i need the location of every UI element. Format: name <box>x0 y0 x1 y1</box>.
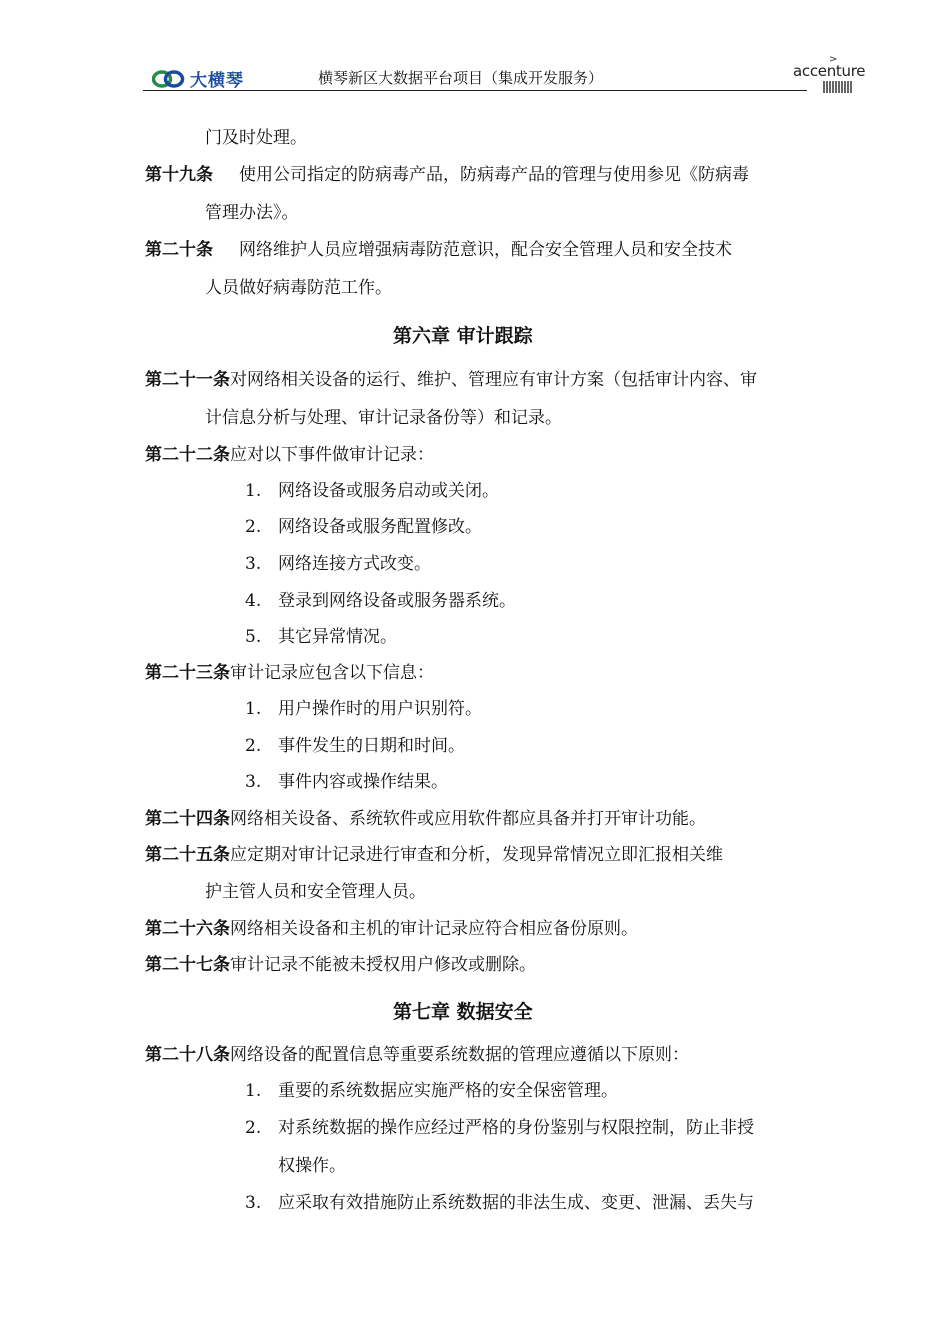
list-item-number: 1. <box>245 481 262 501</box>
list-item-number: 1. <box>245 1081 262 1101</box>
article-label: 第二十三条 <box>145 663 230 683</box>
article-24 <box>145 809 706 829</box>
dahengqin-logo <box>152 66 244 91</box>
header-title: 横琴新区大数据平台项目（集成开发服务） <box>318 69 604 87</box>
list-item: 事件发生的日期和时间。 <box>278 736 465 756</box>
article-label: 第二十七条 <box>145 955 230 975</box>
article-label: 第二十二条 <box>145 445 230 465</box>
article-label: 第二十四条 <box>145 809 230 829</box>
dahengqin-logo-text: 大横琴 <box>190 71 244 91</box>
list-item-number: 4. <box>245 591 262 611</box>
article-26 <box>145 919 638 939</box>
page-header <box>0 0 950 100</box>
dahengqin-logo-icon <box>152 70 186 88</box>
accenture-logo-text: accenture <box>793 62 866 80</box>
chapter-6-heading: 第六章 审计跟踪 <box>393 325 533 347</box>
list-item-number: 1. <box>245 699 262 719</box>
article-21 <box>145 370 757 390</box>
article-19-cont: 管理办法》。 <box>205 203 299 223</box>
list-item-number: 2. <box>245 736 262 756</box>
article-text: 网络设备的配置信息等重要系统数据的管理应遵循以下原则： <box>230 1045 689 1065</box>
list-item: 网络设备或服务启动或关闭。 <box>278 481 499 501</box>
list-item: 网络设备或服务配置修改。 <box>278 517 482 537</box>
list-item: 对系统数据的操作应经过严格的身份鉴别与权限控制，防止非授 <box>278 1118 754 1138</box>
article-label: 第二十八条 <box>145 1045 230 1065</box>
paragraph-continuation: 门及时处理。 <box>205 128 307 148</box>
list-item-cont: 权操作。 <box>278 1156 346 1176</box>
article-label: 第二十一条 <box>145 370 230 390</box>
list-item-number: 2. <box>245 1118 262 1138</box>
list-item-number: 2. <box>245 517 262 537</box>
list-item: 其它异常情况。 <box>278 627 397 647</box>
article-text: 网络相关设备、系统软件或应用软件都应具备并打开审计功能。 <box>230 809 706 829</box>
chapter-7-heading: 第七章 数据安全 <box>393 1001 533 1023</box>
list-item: 网络连接方式改变。 <box>278 554 431 574</box>
article-text: 使用公司指定的防病毒产品，防病毒产品的管理与使用参见《防病毒 <box>239 165 749 185</box>
article-22 <box>145 445 434 465</box>
article-23 <box>145 663 434 683</box>
article-text: 审计记录不能被未授权用户修改或删除。 <box>230 955 536 975</box>
article-text: 审计记录应包含以下信息： <box>230 663 434 683</box>
article-25 <box>145 845 723 865</box>
article-19 <box>145 165 749 185</box>
article-text: 应对以下事件做审计记录： <box>230 445 434 465</box>
article-label: 第二十六条 <box>145 919 230 939</box>
article-label: 第二十五条 <box>145 845 230 865</box>
list-item: 应采取有效措施防止系统数据的非法生成、变更、泄漏、丢失与 <box>278 1193 754 1213</box>
article-text: 网络维护人员应增强病毒防范意识，配合安全管理人员和安全技术 <box>239 240 732 260</box>
list-item-number: 3. <box>245 772 262 792</box>
header-rule <box>143 90 807 91</box>
article-label: 第二十条 <box>145 240 213 260</box>
list-item: 用户操作时的用户识别符。 <box>278 699 482 719</box>
list-item: 重要的系统数据应实施严格的安全保密管理。 <box>278 1081 618 1101</box>
article-21-cont: 计信息分析与处理、审计记录备份等）和记录。 <box>205 408 562 428</box>
list-item: 登录到网络设备或服务器系统。 <box>278 591 516 611</box>
list-item-number: 3. <box>245 1193 262 1213</box>
article-25-cont: 护主管人员和安全管理人员。 <box>205 882 426 902</box>
article-text: 网络相关设备和主机的审计记录应符合相应备份原则。 <box>230 919 638 939</box>
list-item: 事件内容或操作结果。 <box>278 772 448 792</box>
list-item-number: 3. <box>245 554 262 574</box>
article-28 <box>145 1045 689 1065</box>
article-20-cont: 人员做好病毒防范工作。 <box>205 278 392 298</box>
article-27 <box>145 955 536 975</box>
article-text: 对网络相关设备的运行、维护、管理应有审计方案（包括审计内容、审 <box>230 370 757 390</box>
list-item-number: 5. <box>245 627 262 647</box>
accenture-logo-mark: > <box>829 54 838 65</box>
article-label: 第十九条 <box>145 165 213 185</box>
accenture-logo-pattern-icon <box>823 81 853 93</box>
article-20 <box>145 240 732 260</box>
article-text: 应定期对审计记录进行审查和分析，发现异常情况立即汇报相关维 <box>230 845 723 865</box>
